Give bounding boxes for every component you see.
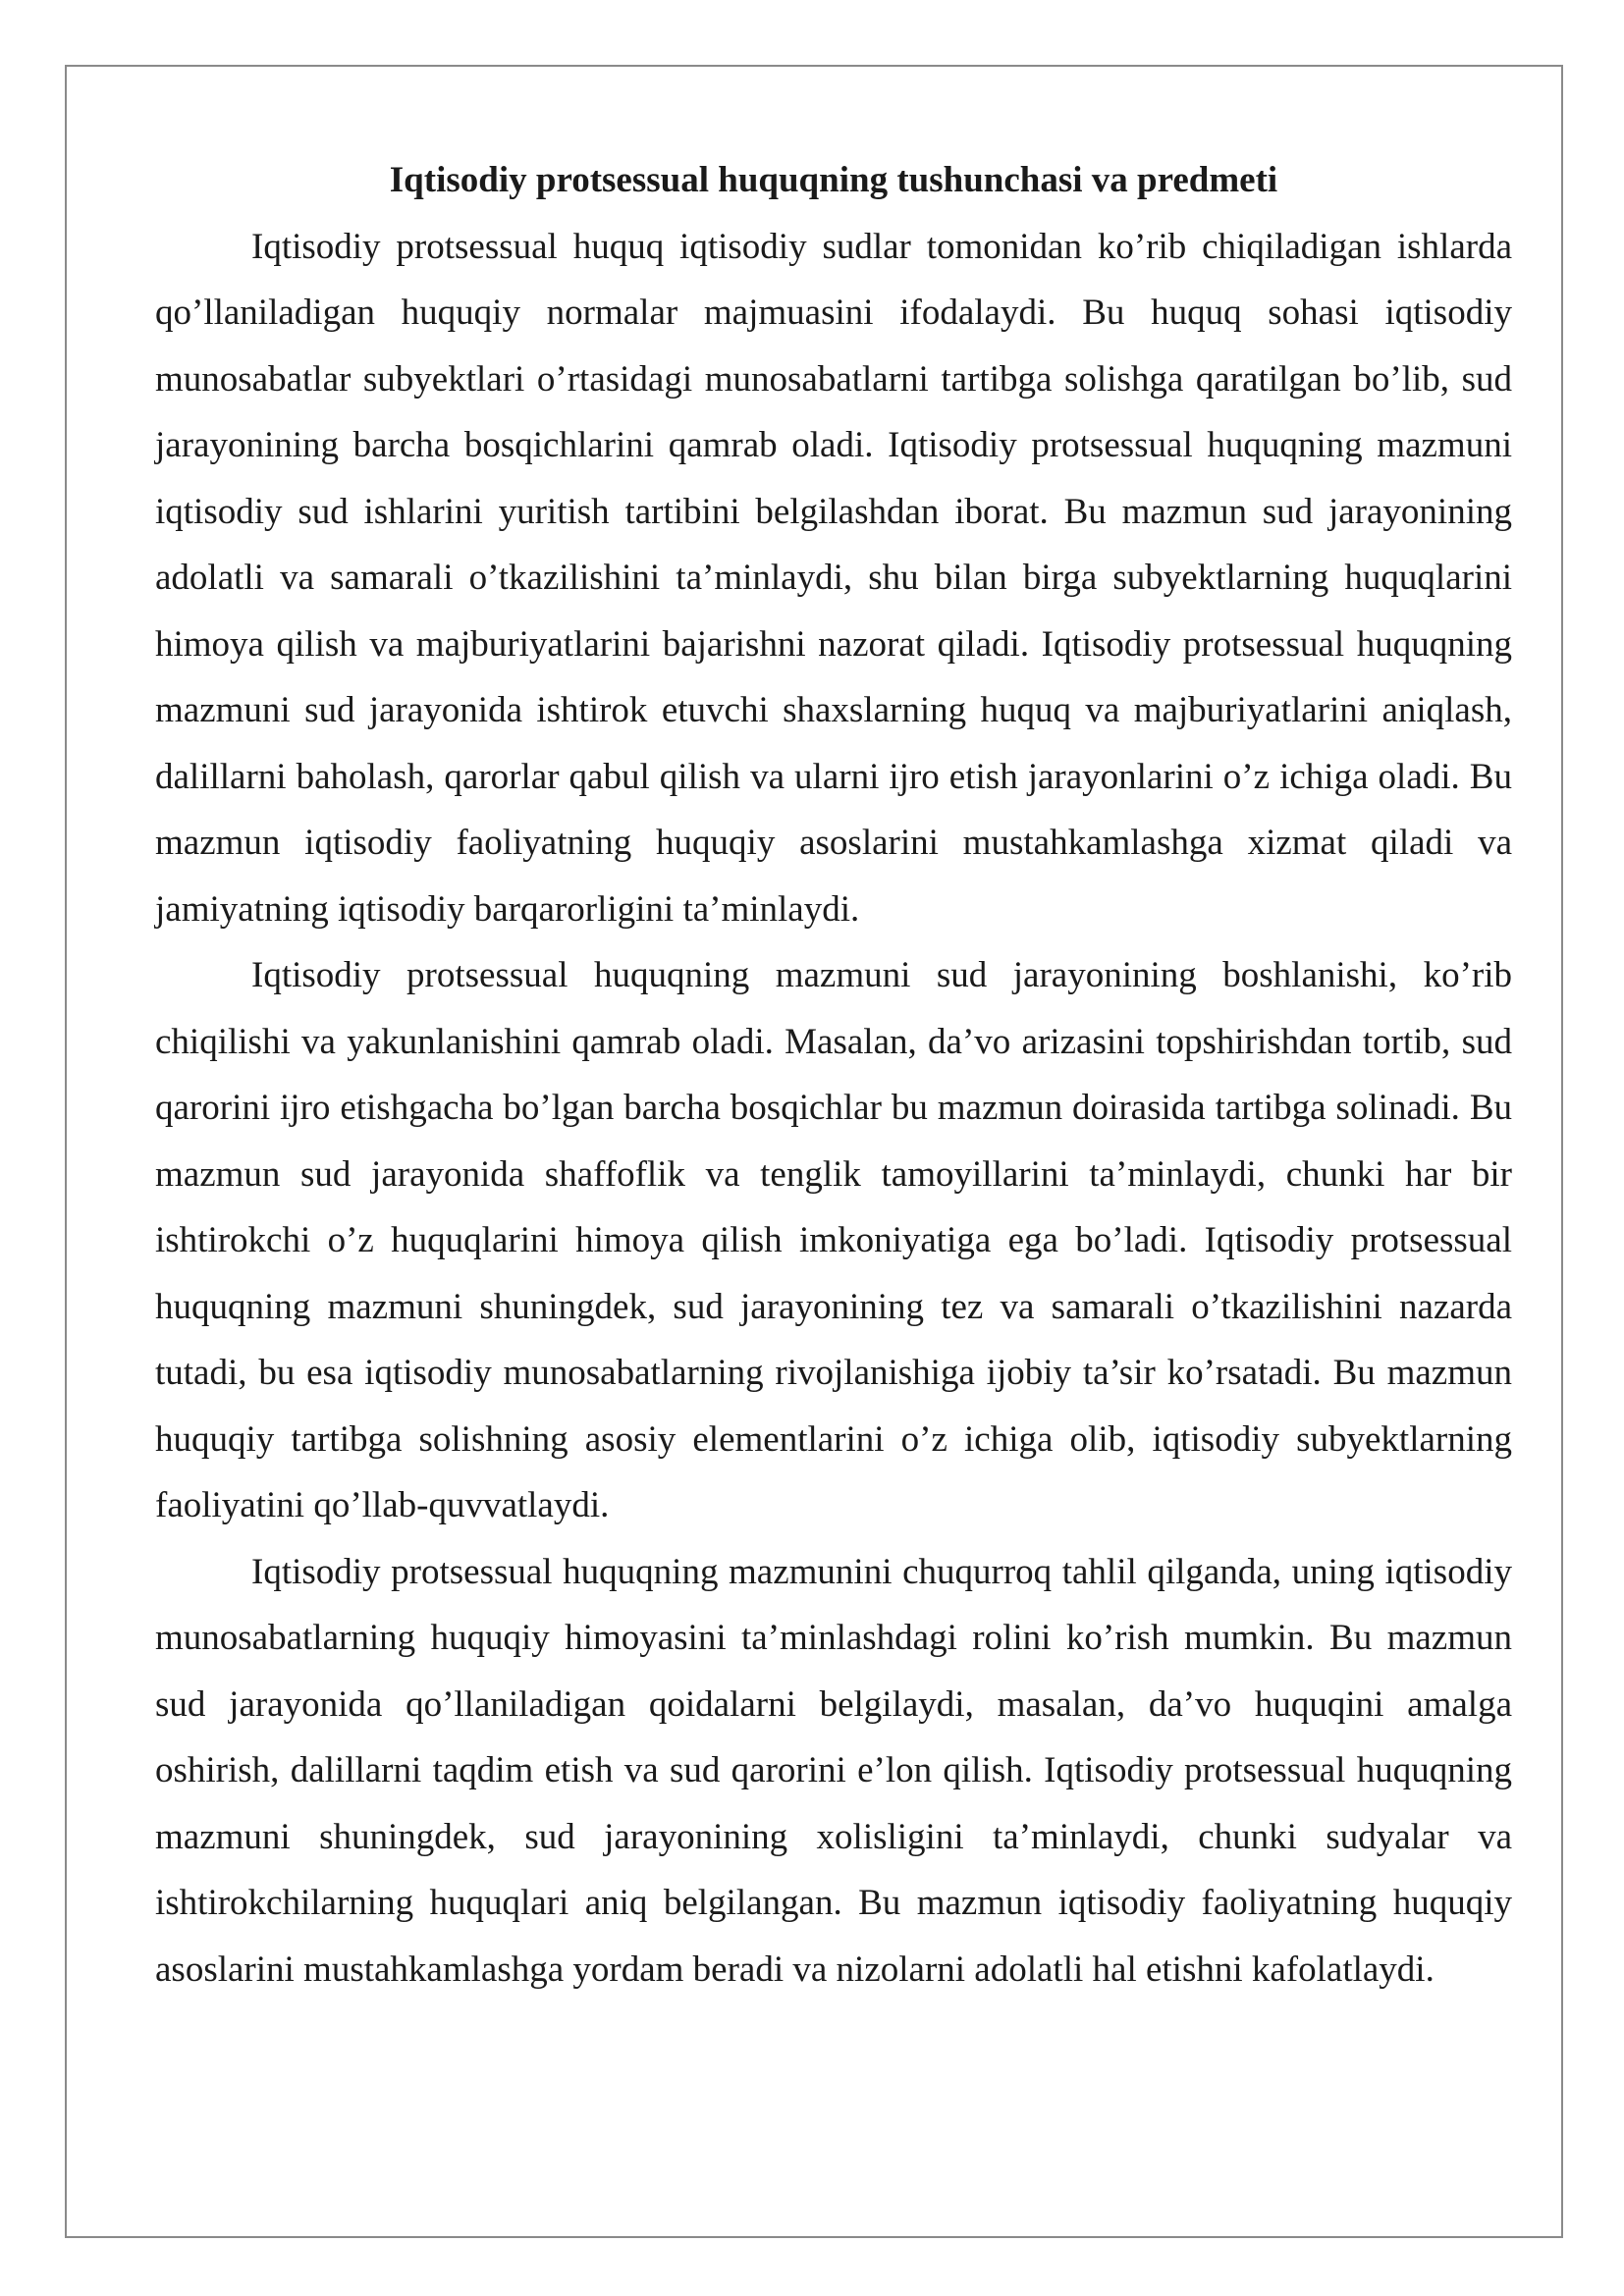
document-body bbox=[155, 147, 1512, 2002]
paragraph-3: Iqtisodiy protsessual huquqning mazmunini chuqurroq tahlil qilganda, uning iqtisodiy munosabatlarning huquqiy himoyasini ta’minlashdagi rolini ko’rish mumkin. Bu mazmun sud jarayonida qo’llaniladigan qoidalarni belgilaydi, masalan, da’vo huquqini amalga oshirish, dalillarni taqdim etish va sud qarorini e’lon qilish. Iqtisodiy protsessual huquqning mazmuni shuningdek, sud jarayonining xolisligini ta’minlaydi, chunki sudyalar va ishtirokchilarning huquqlari aniq belgilangan. Bu mazmun iqtisodiy faoliyatning huquqiy asoslarini mustahkamlashga yordam beradi va nizolarni adolatli hal etishni kafolatlaydi. bbox=[155, 1551, 1512, 1990]
paragraph-1: Iqtisodiy protsessual huquq iqtisodiy sudlar tomonidan ko’rib chiqiladigan ishlarda qo’llaniladigan huquqiy normalar majmuasini ifodalaydi. Bu huquq sohasi iqtisodiy munosabatlar subyektlari o’rtasidagi munosabatlarni tartibga solishga qaratilgan bo’lib, sud jarayonining barcha bosqichlarini qamrab oladi. Iqtisodiy protsessual huquqning mazmuni iqtisodiy sud ishlarini yuritish tartibini belgilashdan iborat. Bu mazmun sud jarayonining adolatli va samarali o’tkazilishini ta’minlaydi, shu bilan birga subyektlarning huquqlarini himoya qilish va majburiyatlarini bajarishni nazorat qiladi. Iqtisodiy protsessual huquqning mazmuni sud jarayonida ishtirok etuvchi shaxslarning huquq va majburiyatlarini aniqlash, dalillarni baholash, qarorlar qabul qilish va ularni ijro etish jarayonlarini o’z ichiga oladi. Bu mazmun iqtisodiy faoliyatning huquqiy asoslarini mustahkamlashga xizmat qiladi va jamiyatning iqtisodiy barqarorligini ta’minlaydi. bbox=[155, 226, 1512, 930]
paragraph-2: Iqtisodiy protsessual huquqning mazmuni sud jarayonining boshlanishi, ko’rib chiqilishi va yakunlanishini qamrab oladi. Masalan, da’vo arizasini topshirishdan tortib, sud qarorini ijro etishgacha bo’lgan barcha bosqichlar bu mazmun doirasida tartibga solinadi. Bu mazmun sud jarayonida shaffoflik va tenglik tamoyillarini ta’minlaydi, chunki har bir ishtirokchi o’z huquqlarini himoya qilish imkoniyatiga ega bo’ladi. Iqtisodiy protsessual huquqning mazmuni shuningdek, sud jarayonining tez va samarali o’tkazilishini nazarda tutadi, bu esa iqtisodiy munosabatlarning rivojlanishiga ijobiy ta’sir ko’rsatadi. Bu mazmun huquqiy tartibga solishning asosiy elementlarini o’z ichiga olib, iqtisodiy subyektlarning faoliyatini qo’llab-quvvatlaydi. bbox=[155, 955, 1512, 1525]
document-title: Iqtisodiy protsessual huquqning tushunchasi va predmeti bbox=[389, 160, 1278, 200]
